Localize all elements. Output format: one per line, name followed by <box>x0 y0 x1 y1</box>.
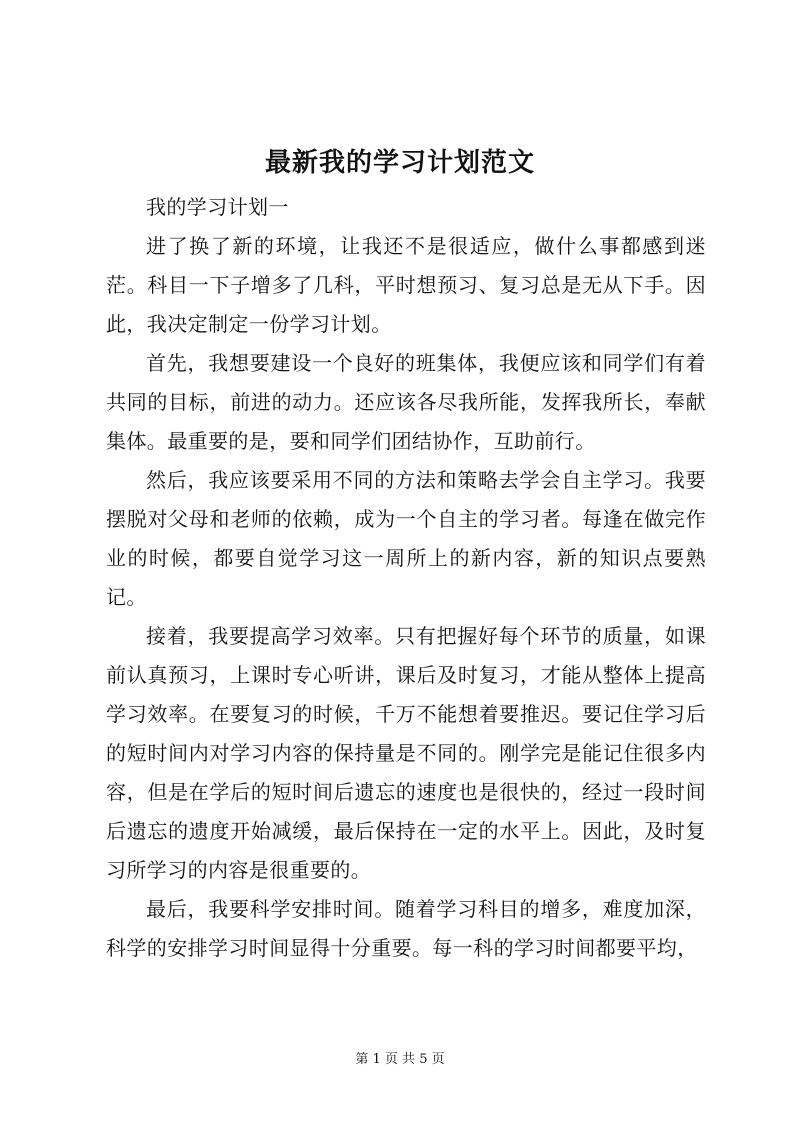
paragraph-heading: 我的学习计划一 <box>146 195 289 219</box>
paragraph: 进了换了新的环境，让我还不是很适应，做什么事都感到迷茫。科目一下子增多了几科，平时想预习、复习总是无从下手。因此，我决定制定一份学习计划。 <box>106 234 706 336</box>
page-number-footer: 第 1 页 共 5 页 <box>355 1052 445 1067</box>
paragraph: 接着，我要提高学习效率。只有把握好每个环节的质量，如课前认真预习，上课时专心听讲，课后及时复习，才能从整体上提高学习效率。在要复习的时候，千万不能想着要推迟。要记住学习后的短时间内对学习内容的保持量是不同的。刚学完是能记住很多内容，但是在学后的短时间后遗忘的速度也是很快的，经过一段时间后遗忘的遗度开始减缓，最后保持在一定的水平上。因此，及时复习所学习的内容是很重要的。 <box>106 624 706 882</box>
paragraph: 然后，我应该要采用不同的方法和策略去学会自主学习。我要摆脱对父母和老师的依赖，成为一个自主的学习者。每逢在做完作业的时候，都要自觉学习这一周所上的新内容，新的知识点要熟记。 <box>106 468 706 609</box>
document-body <box>106 188 706 968</box>
paragraph: 首先，我想要建设一个良好的班集体，我便应该和同学们有着共同的目标，前进的动力。还应该各尽我所能，发挥我所长，奉献集体。最重要的是，要和同学们团结协作，互助前行。 <box>106 351 706 453</box>
paragraph: 最后，我要科学安排时间。随着学习科目的增多，难度加深，科学的安排学习时间显得十分重要。每一科的学习时间都要平均， <box>106 897 706 960</box>
page-title: 最新我的学习计划范文 <box>264 148 535 178</box>
